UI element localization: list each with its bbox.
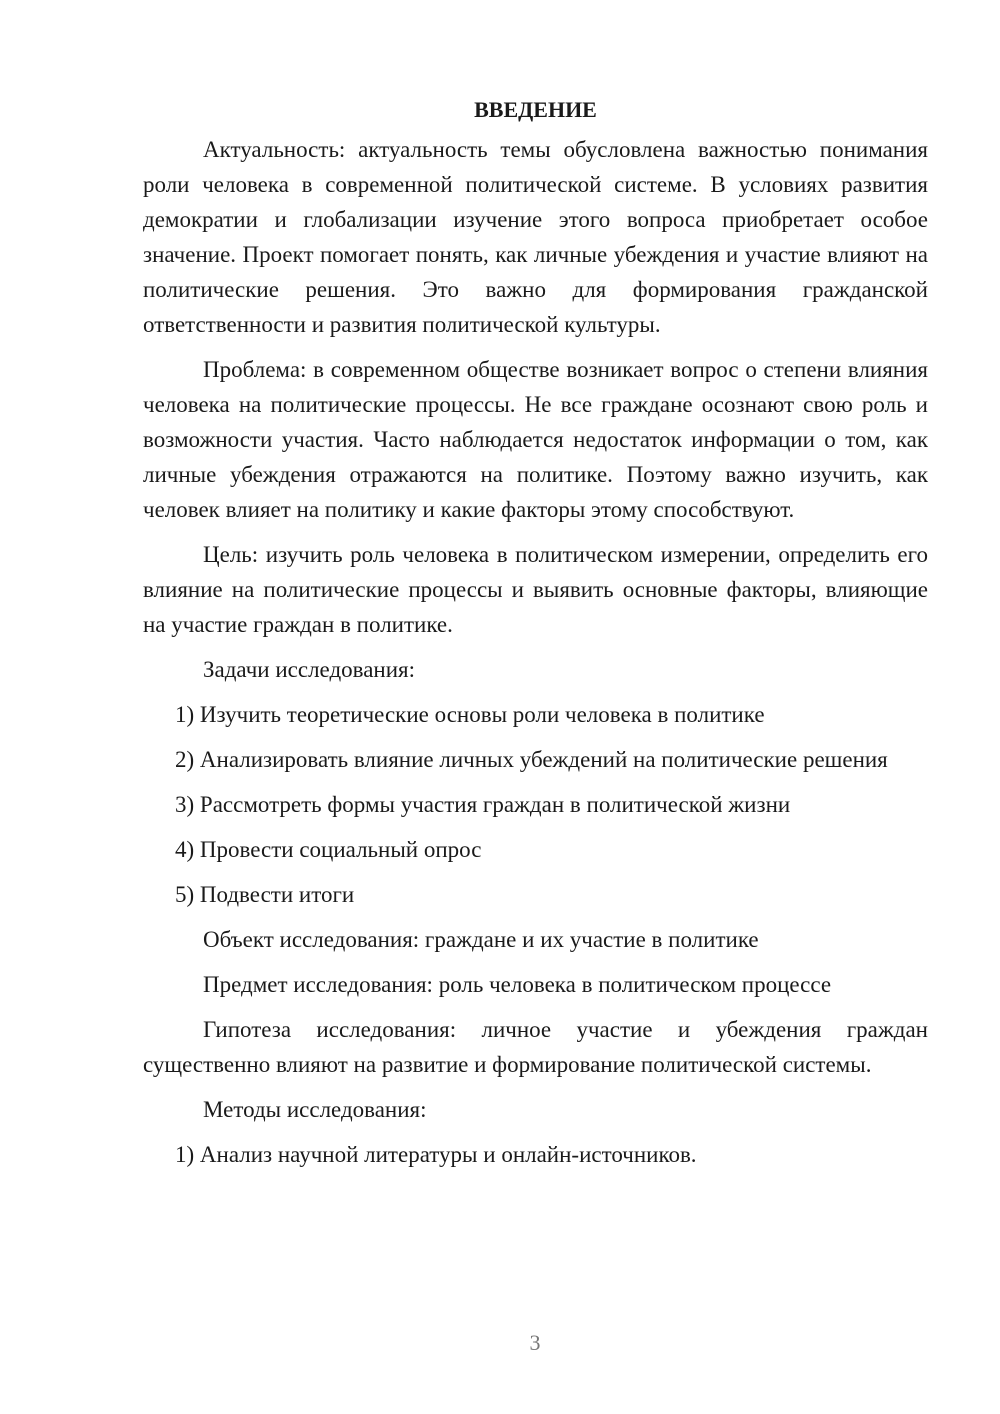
methods-heading: Методы исследования: [203,1097,427,1122]
task-item-4: 4) Провести социальный опрос [175,837,482,862]
hypothesis-paragraph: Гипотеза исследования: личное участие и убеждения граждан существенно влияют на развитие и формирование политической системы. [143,1017,928,1077]
object-paragraph: Объект исследования: граждане и их участие в политике [203,927,759,952]
task-item-5: 5) Подвести итоги [175,882,355,907]
method-item-1: 1) Анализ научной литературы и онлайн-источников. [175,1142,697,1167]
task-item-1: 1) Изучить теоретические основы роли человека в политике [175,702,765,727]
tasks-heading: Задачи исследования: [203,657,416,682]
task-item-2: 2) Анализировать влияние личных убеждений на политические решения [175,747,888,772]
goal-paragraph: Цель: изучить роль человека в политическом измерении, определить его влияние на политические процессы и выявить основные факторы, влияющие на участие граждан в политике. [143,542,928,637]
page-content [143,92,928,1182]
subject-paragraph: Предмет исследования: роль человека в политическом процессе [203,972,832,997]
problem-paragraph: Проблема: в современном обществе возникает вопрос о степени влияния человека на политические процессы. Не все граждане осознают свою роль и возможности участия. Часто наблюдается недостаток информации о том, как личные убеждения отражаются на политике. Поэтому важно изучить, как человек влияет на политику и какие факторы этому способствуют. [143,357,928,522]
task-item-3: 3) Рассмотреть формы участия граждан в политической жизни [175,792,791,817]
page-number: 3 [529,1330,541,1355]
section-heading: ВВЕДЕНИЕ [474,97,597,122]
relevance-paragraph: Актуальность: актуальность темы обусловлена важностью понимания роли человека в современной политической системе. В условиях развития демократии и глобализации изучение этого вопроса приобретает особое значение. Проект помогает понять, как личные убеждения и участие влияют на политические решения. Это важно для формирования гражданской ответственности и развития политической культуры. [143,137,928,337]
